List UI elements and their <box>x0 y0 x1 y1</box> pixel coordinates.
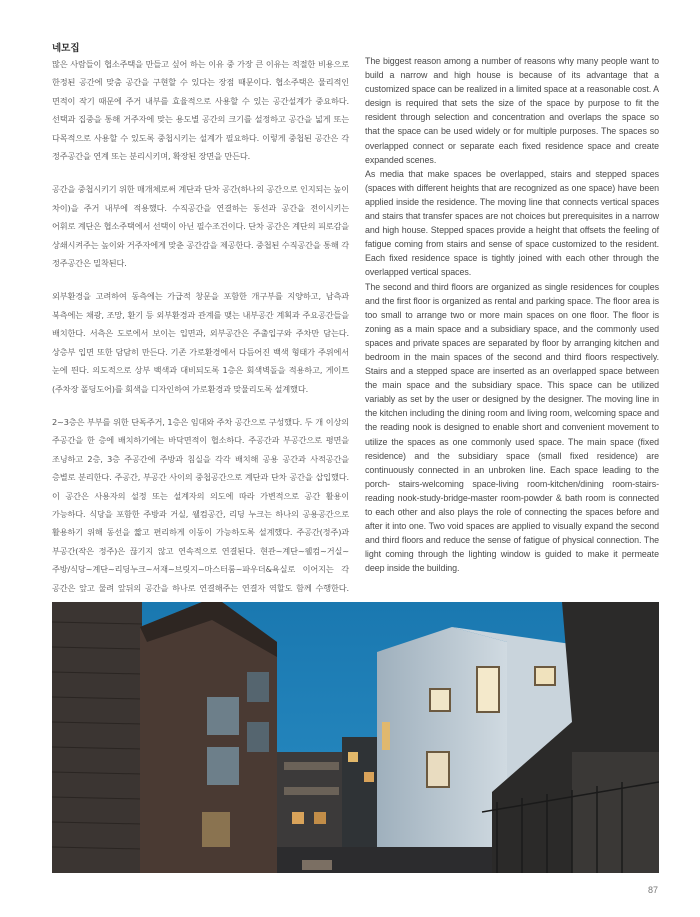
english-paragraph: As media that make spaces be overlapped, stairs and stepped spaces (spaces with different heights that are recognized as one space) have been applied inside the residence. The moving line that connects vertical spaces and stairs that transfer spaces are not choices but prerequisites in a narrow and high house. Stepped spaces provide a height that offsets the feeling of fatigue coming from stairs and sense of space customized to the resident. Each fixed residence space is tightly joined with each other through the overlapped vertical spaces. <box>365 168 659 278</box>
english-text-column <box>365 54 659 575</box>
page-number: 87 <box>648 885 659 895</box>
building-photo-illustration <box>52 602 659 873</box>
korean-paragraph: 공간을 중첩시키기 위한 매개체로써 계단과 단차 공간(하나의 공간으로 인지되는 높이 차이)을 주거 내부에 적용했다. 수직공간을 연결하는 동선과 공간을 전이시키는 어휘로 계단은 협소주택에서 선택이 아닌 필수조건이다. 단차 공간은 계단의 피로감을 상쇄시켜주는 높이와 거주자에게 맞춘 공간감을 제공한다. 중첩된 수직공간을 통해 각 정주공간은 밀착된다. <box>52 184 349 269</box>
korean-paragraph-text: 2~3층은 부부를 위한 단독주거, 1층은 임대와 주차 공간으로 구성했다. 두 개 이상의 주공간을 한 층에 배치하기에는 바닥면적이 협소하다. 주공간과 부공간으로 평면을 조닝하고 2층, 3층 주공간에 주방과 침실을 각각 배치해 공용 공간과 사적공간을 층별로 분리한다. 주공간, 부공간 사이의 중첩공간으로 계단과 단차 공간을 삽입했다. 이 공간은 사용자의 설정 또는 설계자의 의도에 따라 가변적으로 공간 활용이 가능하다. 식당을 포함한 주방과 거실, 웰컴공간, 리딩 누크는 하나의 공용공간으로 활용하기 위해 동선을 짧고 편리하게 이동이 가능하도록 설계했다. 주공간(정주)과 부공간(작은 정주)은 끊기지 않고 연속적으로 연결된다. 현관~계단~웰컴~거실~주방/식당~계단~리딩누크~서재~브릿지~마스터룸~파우더&욕실로 이어지는 각 공간은 앞고 물려 앞뒤의 공간을 하나로 연결해주는 연결자 역할도 함께 수행한다. <box>52 416 349 593</box>
korean-paragraph: 많은 사람들이 협소주택을 만들고 싶어 하는 이유 중 가장 큰 이유는 적절한 비용으로 한정된 공간에 맞춤 공간을 구현할 수 있다는 장점 때문이다. 협소주택은 물리적인 면적이 작기 때문에 주거 내부를 효율적으로 사용할 수 있는 공간설계가 중요하다. 선택과 집중을 통해 거주자에 맞는 용도별 공간의 크기를 설정하고 공간을 넓게 또는 다목적으로 사용할 수 있도록 중첩시키는 설계가 필요하다. 이렇게 중첩된 공간은 각 정주공간을 연계 또는 분리시키며, 확장된 장면을 만든다. <box>52 59 349 162</box>
korean-paragraph <box>52 413 349 634</box>
building-photo <box>52 602 659 873</box>
page-title: 네모집 <box>52 43 80 54</box>
english-paragraph: The second and third floors are organized as single residences for couples and the first floor is organized as rental and parking space. The floor area is too small to arrange two or more main spaces on one floor. The floor is zoning as a main space and a subsidiary space, and the commonly used spaces and private spaces are separated by floor by arranging kitchen and bedroom in the main spaces of the second and third floors respectively. Stairs and a stepped space are inserted as an overlapped space between the main space and the subsidiary space. This space can be utilized variably as set by the user or designed by the designer. The moving line in the kitchen including the dining room and living room, welcoming space and the reading nook is designed to enable short and convenient movement to utilize the spaces as one commonly used space. The main space (fixed residence) and the subsidiary space (small fixed residence) are continuously connected in an unbroken line. Each space leading to the porch- stairs-welcoming space-living room-kitchen/dining room-stairs-reading nook-study-bridge-master room-powder & bath room is connected to each other and also plays the role of connecting the spaces before and after it into one. Two void spaces are applied to visually expand the second and third floors and reduce the sense of fatigue of physical connection. The light coming through the lighting window is guided to make it permeate deep inside the building. <box>365 281 659 574</box>
korean-paragraph: 외부환경을 고려하여 동측에는 가급적 창문을 포함한 개구부를 지양하고, 남측과 북측에는 채광, 조망, 환기 등 외부환경과 관계를 맺는 내부공간 계획과 주요공간들을 배치한다. 서측은 도로에서 보이는 입면과, 외부공간은 주출입구와 주차만 담는다. 상층부 입면 또한 담담히 만든다. 기존 가로환경에서 다듬어진 백색 형태가 주위에서 눈에 띈다. 의도적으로 상부 백색과 대비되도록 1층은 회색벽돌을 적용하고, 게이트(주차장 폴딩도어)를 회색을 디자인하여 가로환경과 맞물리도록 설계했다. <box>52 291 349 394</box>
english-paragraph: The biggest reason among a number of reasons why many people want to build a narrow and high house is because of its advantage that a customized space can be realized in a limited space at a reasonable cost. A design is required that sets the size of the space by purpose to fit the resident through selection and concentration and overlaps the space so that the space can be used widely or for multiple purposes. The spaces so overlapped connect or separate each fixed residence space and create expanded scenes. <box>365 56 659 165</box>
korean-text-column <box>52 55 349 649</box>
